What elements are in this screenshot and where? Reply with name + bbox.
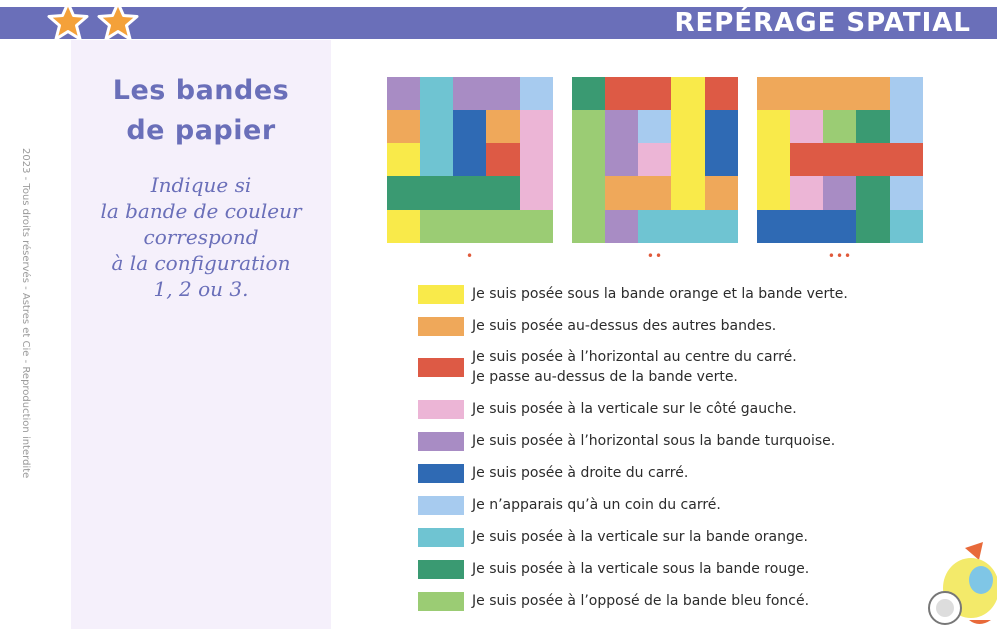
band-lightblue: [638, 110, 671, 143]
band-pink: [790, 110, 823, 143]
page-header-title: REPÉRAGE SPATIAL: [674, 8, 971, 38]
band-orange: [757, 77, 890, 110]
statement-text: Je suis posée à l’horizontal sous la bande turquoise.: [472, 433, 836, 449]
band-lightblue: [520, 77, 553, 110]
band-purple: [823, 176, 856, 210]
band-purple: [387, 77, 520, 110]
statement-text: Je suis posée à la verticale sur la bande orange.: [472, 529, 808, 545]
copyright-notice: 2023 - Tous droits réservés - Astres et Cie - Reproduction interdite: [20, 148, 31, 479]
color-swatch: [418, 464, 464, 483]
band-red: [790, 143, 923, 176]
configuration-1-marker: •: [465, 249, 475, 263]
instruction-text: [71, 172, 331, 302]
instruction-line: à la configuration: [111, 251, 291, 275]
statement-text: Je suis posée à l’horizontal au centre du carré.: [472, 349, 797, 365]
statement-text: Je suis posée à la verticale sous la bande rouge.: [472, 561, 810, 577]
configuration-3-marker: •••: [827, 249, 853, 263]
band-darkgreen-top: [856, 110, 890, 143]
configuration-3: [757, 77, 923, 243]
color-swatch: [418, 400, 464, 419]
color-swatch: [418, 592, 464, 611]
band-lightblue: [890, 77, 923, 143]
mascot-illustration: [925, 540, 997, 629]
left-panel: [71, 40, 331, 629]
instruction-line: la bande de couleur: [100, 199, 302, 223]
configuration-2: [572, 77, 738, 243]
color-swatch: [418, 358, 464, 377]
color-swatch: [418, 560, 464, 579]
statement-text: Je suis posée au-dessus des autres bandes.: [472, 318, 777, 334]
band-lightgreen: [572, 110, 605, 243]
star-icon: [96, 0, 140, 44]
band-purple-bottom: [605, 210, 638, 243]
statement-text: Je suis posée à l’opposé de la bande bleu foncé.: [472, 593, 810, 609]
color-swatch: [418, 496, 464, 515]
band-yellow-bottom: [387, 210, 420, 243]
instruction-line: Indique si: [150, 173, 252, 197]
page-title-line1: Les bandes: [112, 75, 290, 106]
band-lightblue-2: [890, 176, 923, 210]
statement-text: Je suis posée à la verticale sur le côté gauche.: [472, 401, 797, 417]
band-yellow: [387, 143, 420, 176]
band-turquoise: [638, 210, 738, 243]
band-red: [605, 77, 671, 110]
band-yellow: [757, 110, 790, 210]
instruction-line: correspond: [143, 225, 259, 249]
band-darkgreen: [387, 176, 520, 210]
color-swatch: [418, 528, 464, 547]
band-orange-right: [705, 176, 738, 210]
band-darkgreen: [572, 77, 605, 110]
star-icon: [46, 0, 90, 44]
band-pink: [638, 143, 671, 176]
statement-text-line2: Je passe au-dessus de la bande verte.: [472, 369, 738, 385]
band-darkblue: [705, 110, 738, 176]
band-darkblue: [757, 210, 856, 243]
color-swatch: [418, 285, 464, 304]
configuration-2-marker: ••: [646, 249, 664, 263]
band-turquoise: [420, 77, 453, 176]
band-lightgreen: [823, 110, 856, 143]
color-swatch: [418, 317, 464, 336]
color-swatch: [418, 432, 464, 451]
band-purple: [605, 110, 638, 176]
band-pink: [520, 110, 553, 210]
statement-text: Je suis posée à droite du carré.: [472, 465, 689, 481]
band-turquoise: [890, 210, 923, 243]
band-red-small: [486, 143, 520, 176]
band-lightgreen: [420, 210, 553, 243]
statement-text: Je n’apparais qu’à un coin du carré.: [472, 497, 721, 513]
statement-text: Je suis posée sous la bande orange et la bande verte.: [472, 286, 848, 302]
band-pink-2: [790, 176, 823, 210]
band-orange: [387, 110, 420, 143]
band-red-right: [705, 77, 738, 110]
configuration-1: [387, 77, 553, 243]
page-title-line2: de papier: [126, 115, 276, 146]
band-darkblue: [453, 110, 486, 176]
band-orange-small: [486, 110, 520, 143]
band-orange: [605, 176, 671, 210]
instruction-line: 1, 2 ou 3.: [153, 277, 249, 301]
band-yellow: [671, 77, 705, 210]
band-darkgreen: [856, 176, 890, 243]
